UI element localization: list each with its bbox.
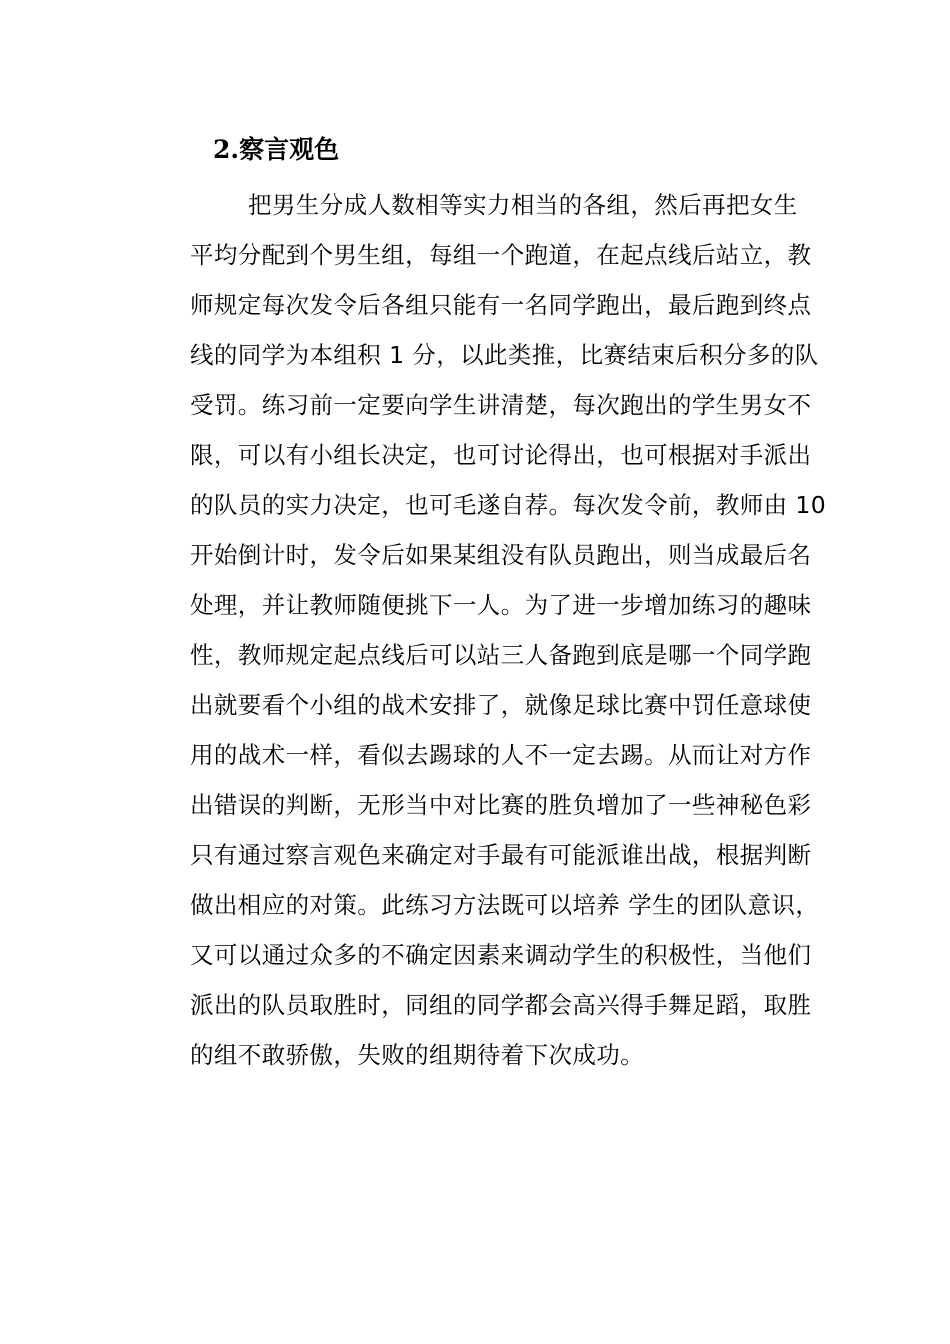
paragraph-line: 又可以通过众多的不确定因素来调动学生的积极性，当他们 (190, 941, 812, 969)
paragraph-line: 师规定每次发令后各组只能有一名同学跑出，最后跑到终点 (190, 291, 812, 319)
paragraph-line: 出就要看个小组的战术安排了，就像足球比赛中罚任意球使 (190, 691, 812, 719)
paragraph-line: 做出相应的对策。此练习方法既可以培养 学生的团队意识， (190, 891, 820, 919)
section-heading: 2.察言观色 (213, 135, 340, 164)
paragraph-line: 处理，并让教师随便挑下一人。为了进一步增加练习的趣味 (190, 591, 812, 619)
paragraph-line: 限，可以有小组长决定，也可讨论得出，也可根据对手派出 (190, 441, 812, 469)
paragraph-line: 开始倒计时，发令后如果某组没有队员跑出，则当成最后名 (190, 541, 812, 569)
body-paragraph (190, 180, 827, 1080)
paragraph-line: 把男生分成人数相等实力相当的各组，然后再把女生 (248, 191, 798, 219)
paragraph-line: 只有通过察言观色来确定对手最有可能派谁出战，根据判断 (190, 841, 812, 869)
paragraph-line: 受罚。练习前一定要向学生讲清楚，每次跑出的学生男女不 (190, 391, 812, 419)
paragraph-line: 出错误的判断，无形当中对比赛的胜负增加了一些神秘色彩 (190, 791, 812, 819)
paragraph-line: 性，教师规定起点线后可以站三人备跑到底是哪一个同学跑 (190, 641, 812, 669)
paragraph-line: 线的同学为本组积 1 分，以此类推，比赛结束后积分多的队 (190, 341, 819, 369)
paragraph-line: 平均分配到个男生组，每组一个跑道，在起点线后站立，教 (190, 241, 812, 269)
paragraph-line: 派出的队员取胜时，同组的同学都会高兴得手舞足蹈，取胜 (190, 991, 812, 1019)
paragraph-line: 的队员的实力决定，也可毛遂自荐。每次发令前，教师由 10 (190, 491, 827, 519)
paragraph-line: 的组不敢骄傲，失败的组期待着下次成功。 (190, 1041, 645, 1069)
paragraph-line: 用的战术一样，看似去踢球的人不一定去踢。从而让对方作 (190, 741, 812, 769)
